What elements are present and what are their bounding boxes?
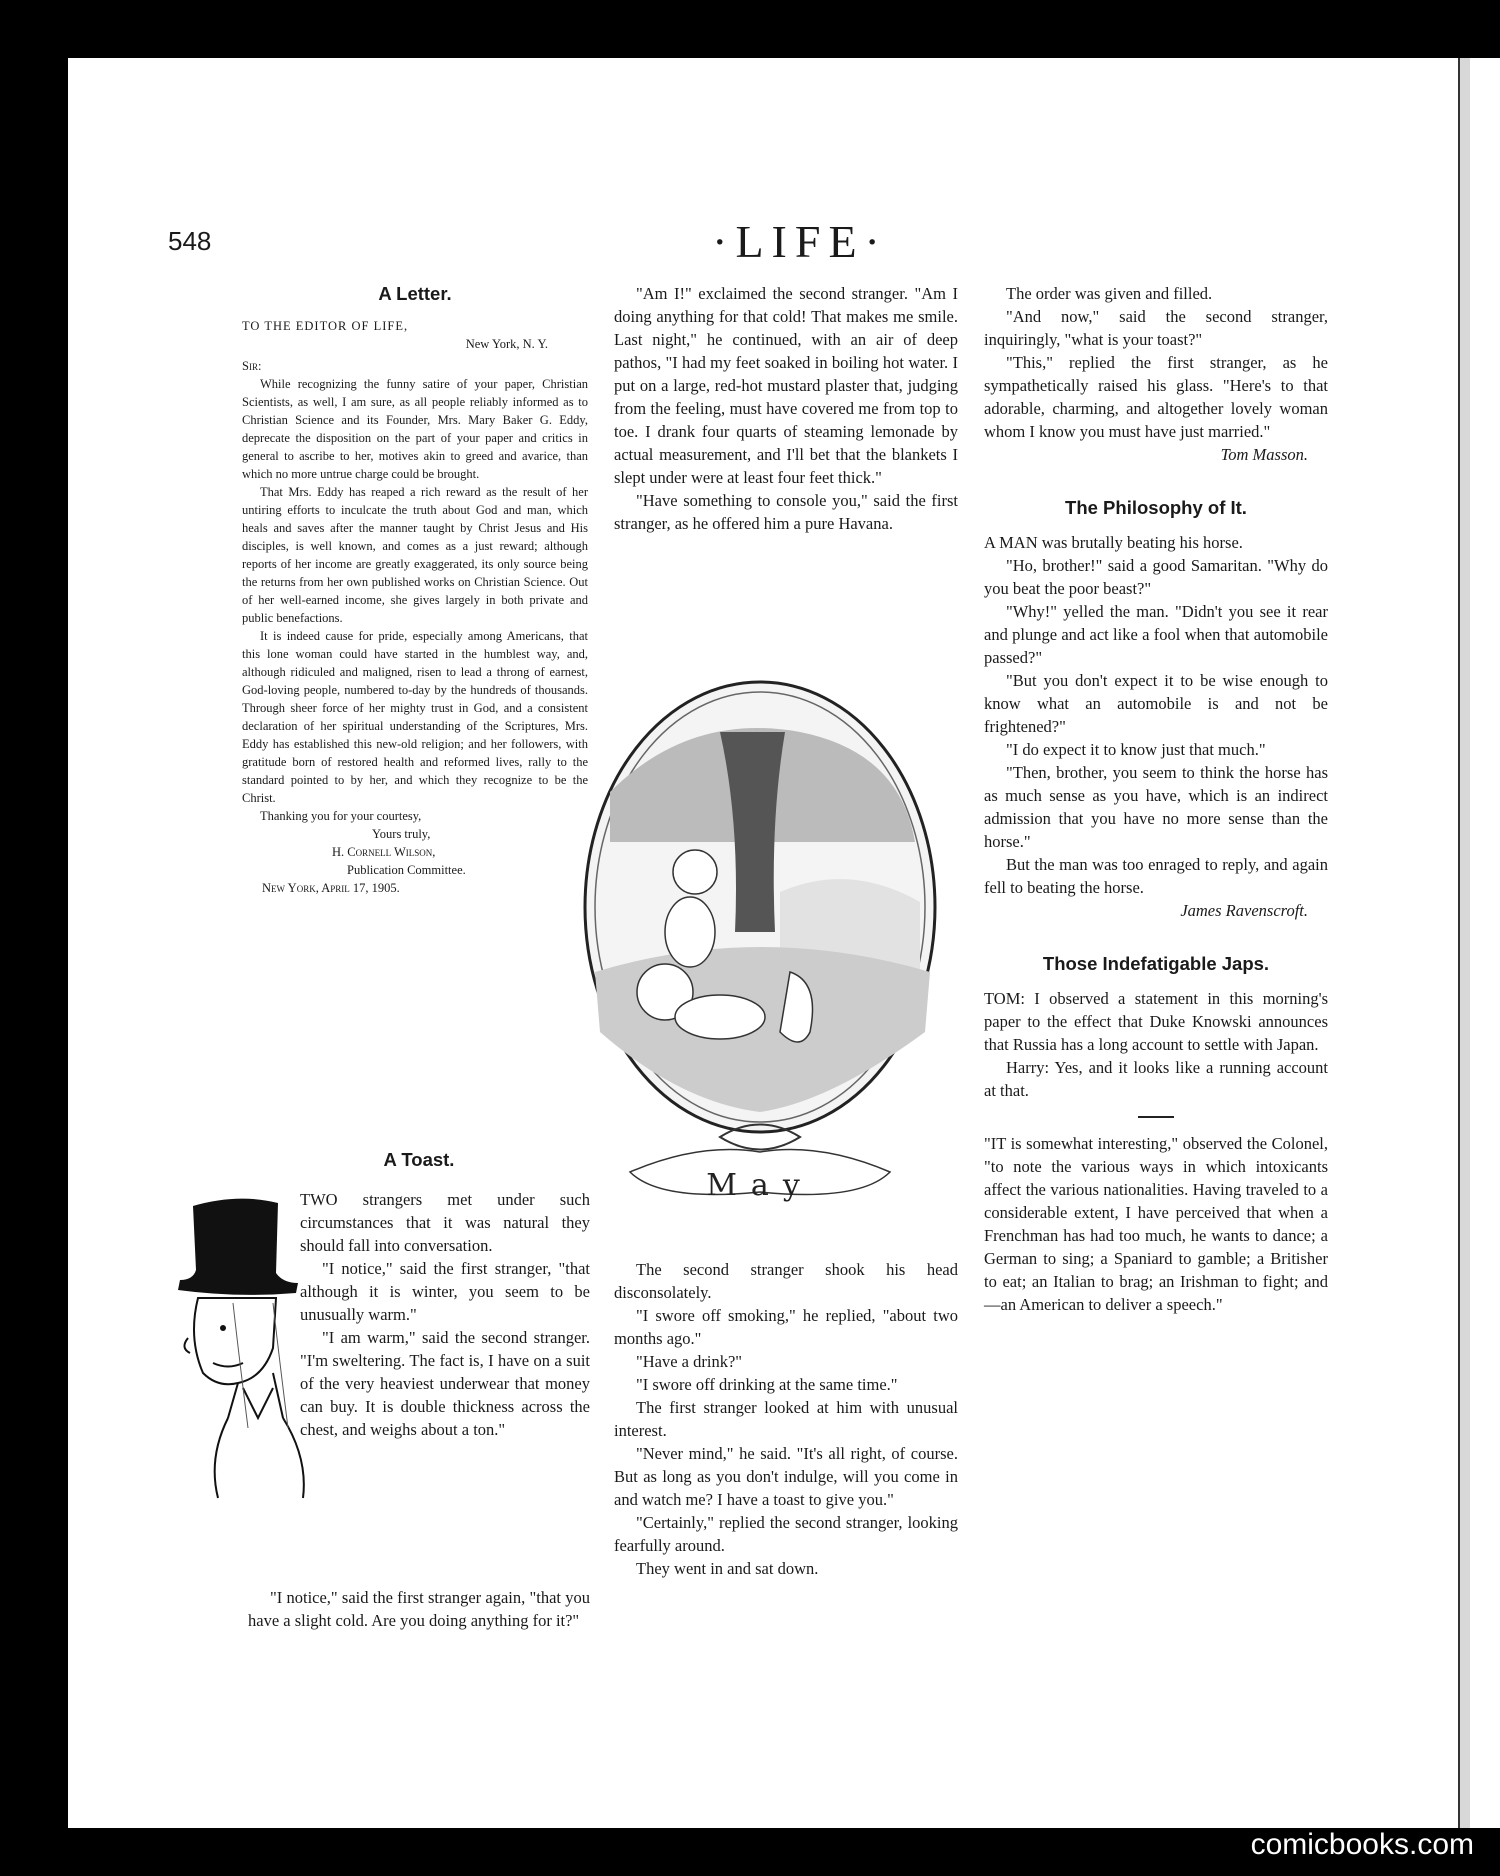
toast-paragraph: "Certainly," replied the second stranger, looking fearfully around. xyxy=(614,1513,958,1555)
toast-column-1-body xyxy=(300,1188,590,1441)
toast-paragraph: "I swore off smoking," he replied, "about two months ago." xyxy=(614,1306,958,1348)
philosophy-paragraph: But the man was too enraged to reply, and again fell to beating the horse. xyxy=(984,855,1328,897)
toast-paragraph: "Have a drink?" xyxy=(636,1352,743,1371)
japs-paragraph: TOM: I observed a statement in this morning's paper to the effect that Duke Knowski announces that Russia has a long account to settle with Japan. xyxy=(984,989,1328,1054)
letter-signature-name: H. Cornell Wilson, xyxy=(332,845,436,859)
letter-para: While recognizing the funny satire of your paper, Christian Scientists, as well, I am sure, as all people reliably informed as to Christian Science and its Founder, Mrs. Mary Baker G. Eddy, deprecate the disposition on the part of your paper and critics in general to ascribe to her, motives akin to greed and avarice, than which no more untrue charge could be brought. xyxy=(242,377,588,481)
toast-paragraph: They went in and sat down. xyxy=(636,1559,819,1578)
letter-sir: Sir: xyxy=(242,359,262,373)
toast-paragraph: "Have something to console you," said the first stranger, as he offered him a pure Havana. xyxy=(614,491,958,533)
column-3 xyxy=(984,282,1328,1316)
letter-yours: Yours truly, xyxy=(372,827,431,841)
philosophy-paragraph: "Why!" yelled the man. "Didn't you see it rear and plunge and act like a fool when that automobile passed?" xyxy=(984,602,1328,667)
philosophy-paragraph: A MAN was brutally beating his horse. xyxy=(984,533,1243,552)
toast-column-1 xyxy=(248,1148,590,1183)
toast-paragraph: "I notice," said the first stranger, "that although it is winter, you seem to be unusually warm." xyxy=(300,1259,590,1324)
toast-column-2-lower xyxy=(614,1258,958,1580)
toast-paragraph: "This," replied the first stranger, as he sympathetically raised his glass. "Here's to that adorable, charming, and altogether lovely woman whom I know you must have just married." xyxy=(984,353,1328,441)
letter-salutation: TO THE EDITOR OF LIFE, xyxy=(242,319,409,333)
letter-closing: Thanking you for your courtesy, xyxy=(260,809,422,823)
philosophy-paragraph: "But you don't expect it to be wise enough to know what an automobile is and not be frightened?" xyxy=(984,671,1328,736)
toast-author: Tom Masson. xyxy=(1220,445,1308,464)
may-caption: May xyxy=(706,1168,814,1203)
letter-title: A Letter. xyxy=(378,283,452,304)
toast-paragraph: The order was given and filled. xyxy=(1006,284,1213,303)
philosophy-paragraph: "Then, brother, you seem to think the horse has as much sense as you have, which is an indirect admission that you have no more sense than the horse." xyxy=(984,763,1328,851)
toast-paragraph: "Never mind," he said. "It's all right, of course. But as long as you don't indulge, will you come in and watch me? I have a toast to give you." xyxy=(614,1444,958,1509)
letter-para: That Mrs. Eddy has reaped a rich reward as the result of her untiring efforts to inculcate the truth about God and man, which heals and saves after the manner taught by Christ Jesus and His disciples, is well known, and comes as a just reward; although reports of her income are greatly exaggerated, its only source being the returns from her own published works on Christian Science. Out of her well-earned income, she gives largely in both private and public benefactions. xyxy=(242,485,588,625)
toast-column-2 xyxy=(614,282,958,535)
top-hat-man-illustration xyxy=(168,1188,318,1508)
toast-title: A Toast. xyxy=(383,1149,455,1170)
toast-paragraph: TWO strangers met under such circumstances that it was natural they should fall into conversation. xyxy=(300,1190,590,1255)
toast-paragraph: The second stranger shook his head disconsolately. xyxy=(614,1260,958,1302)
philosophy-title: The Philosophy of It. xyxy=(1065,497,1247,518)
letter-column xyxy=(242,282,588,897)
japs-paragraph: Harry: Yes, and it looks like a running account at that. xyxy=(984,1058,1328,1100)
colonel-paragraph: "IT is somewhat interesting," observed the Colonel, "to note the various ways in which intoxicants affect the various nationalities. Having traveled to a considerable extent, I have perceived that when a Frenchman has had too much, he wants to dance; a German to sing; a Spaniard to gamble; a Britisher to eat; an Italian to brag; an Irishman to fight; and—an American to deliver a speech." xyxy=(984,1134,1328,1314)
page-number: 548 xyxy=(168,226,212,256)
letter-date: New York, April 17, 1905. xyxy=(262,881,400,895)
toast-paragraph: "I swore off drinking at the same time." xyxy=(636,1375,898,1394)
watermark: comicbooks.com xyxy=(1250,1828,1474,1861)
philosophy-paragraph: "Ho, brother!" said a good Samaritan. "Why do you beat the poor beast?" xyxy=(984,556,1328,598)
japs-title: Those Indefatigable Japs. xyxy=(1042,953,1270,974)
letter-place: New York, N. Y. xyxy=(465,337,548,351)
toast-paragraph: The first stranger looked at him with unusual interest. xyxy=(614,1398,958,1440)
philosophy-paragraph: "I do expect it to know just that much." xyxy=(1006,740,1266,759)
toast-paragraph: "I am warm," said the second stranger. "I'm sweltering. The fact is, I have on a suit of the very heaviest underwear that money can buy. It is double thickness across the chest, and weighs about a ton." xyxy=(300,1328,590,1439)
may-illustration xyxy=(570,672,950,1232)
letter-para: It is indeed cause for pride, especially among Americans, that this lone woman could have started in the humblest way, and, although ridiculed and maligned, risen to lead a throng of earnest, God-loving people, numbered to-day by the hundreds of thousands. Through sheer force of her mighty trust in God, and a consistent declaration of her spiritual understanding of the Scriptures, Mrs. Eddy has established this new-old religion; and her followers, with gratitude born of restored health and reformed lives, rally to the standard pointed to by her, and which they recognize to be the Christ. xyxy=(242,629,588,805)
section-divider xyxy=(1138,1116,1174,1118)
philosophy-author: James Ravenscroft. xyxy=(1180,901,1308,920)
toast-paragraph: "Am I!" exclaimed the second stranger. "Am I doing anything for that cold! That makes me smile. Last night," he continued, with an air of deep pathos, "I had my feet soaked in boiling hot water. I put on a large, red-hot mustard plaster that, judging from the feeling, must have covered me from top to toe. I drank four quarts of steaming lemonade by actual measurement, and I'll bet that the blankets I slept under were at least four feet thick." xyxy=(614,284,958,487)
letter-signature-role: Publication Committee. xyxy=(347,863,466,877)
toast-column-1-end xyxy=(248,1586,590,1632)
facing-page-edge xyxy=(1470,58,1500,1828)
masthead: ·LIFE· xyxy=(712,216,888,267)
toast-paragraph: "And now," said the second stranger, inquiringly, "what is your toast?" xyxy=(984,307,1328,349)
toast-paragraph: "I notice," said the first stranger again, "that you have a slight cold. Are you doing anything for it?" xyxy=(248,1588,590,1630)
